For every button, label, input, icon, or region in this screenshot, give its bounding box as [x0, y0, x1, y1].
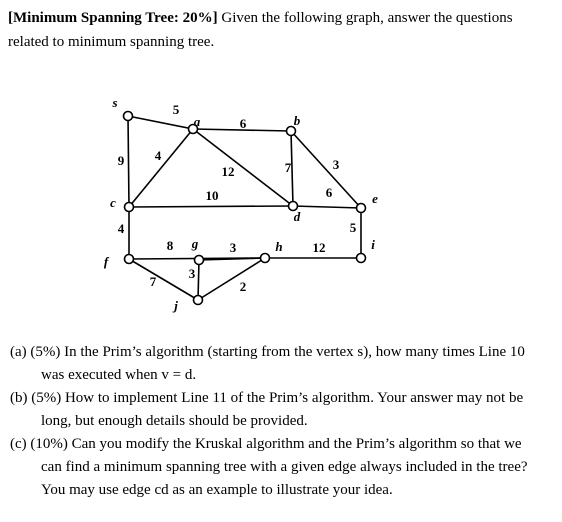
- vertex-j: [194, 296, 203, 305]
- vertex-label-i: i: [371, 237, 375, 252]
- vertex-e: [357, 204, 366, 213]
- vertex-label-d: d: [293, 209, 301, 224]
- question-b: (b) (5%) How to implement Line 11 of the Prim’s algorithm. Your answer may not be long, but enough details should be provided.: [10, 390, 524, 429]
- vertex-label-a: a: [193, 114, 201, 129]
- vertex-label-f: f: [103, 254, 109, 269]
- edge-weight-e-i: 5: [349, 220, 357, 235]
- vertex-label-e: e: [372, 191, 378, 206]
- edge-weight-a-d: 12: [221, 164, 235, 179]
- edge-b-d: [291, 131, 293, 206]
- edge-weight-d-e: 6: [325, 185, 333, 200]
- graph-edges: [118, 102, 361, 300]
- edge-weight-b-d: 7: [284, 160, 292, 175]
- edge-weight-s-c: 9: [117, 153, 125, 168]
- intro-text-line2: related to minimum spanning tree.: [8, 34, 215, 50]
- intro-text-line1: Given the following graph, answer the questions: [217, 10, 513, 26]
- edge-weight-h-i: 12: [312, 240, 326, 255]
- edge-weight-s-a: 5: [172, 102, 180, 117]
- vertex-h: [261, 254, 270, 263]
- edge-s-a: [128, 116, 193, 129]
- edge-weight-g-h: 3: [229, 240, 237, 255]
- vertex-f: [125, 255, 134, 264]
- vertex-label-g: g: [191, 236, 199, 251]
- vertex-i: [357, 254, 366, 263]
- vertex-c: [125, 203, 134, 212]
- edge-weight-a-c: 4: [154, 148, 162, 163]
- edge-weight-c-f: 4: [117, 221, 125, 236]
- question-list: [10, 341, 530, 502]
- edge-weight-b-e: 3: [332, 157, 340, 172]
- vertex-label-b: b: [293, 113, 301, 128]
- vertex-g: [195, 256, 204, 265]
- vertex-s: [124, 112, 133, 121]
- edge-c-d: [129, 206, 293, 207]
- edge-s-c: [128, 116, 129, 207]
- question-heading: [Minimum Spanning Tree: 20%]: [8, 10, 218, 26]
- edge-d-e: [293, 206, 361, 208]
- edge-weight-g-j: 3: [188, 266, 196, 281]
- edge-f-j: [129, 259, 198, 300]
- vertex-label-j: j: [174, 298, 178, 313]
- vertex-label-h: h: [275, 239, 283, 254]
- question-a: (a) (5%) In the Prim’s algorithm (starting from the vertex s), how many times Line 10 was executed when v = d.: [10, 344, 525, 383]
- vertex-label-s: s: [112, 95, 118, 110]
- edge-weight-f-h: 8: [166, 238, 174, 253]
- edge-h-j: [198, 258, 265, 300]
- question-c: (c) (10%) Can you modify the Kruskal algorithm and the Prim’s algorithm so that we can find a minimum spanning tree with a given edge always included in the tree? You may use edge cd as an example to illustrate your idea.: [10, 436, 528, 498]
- edge-weight-a-b: 6: [239, 116, 247, 131]
- edge-weight-f-j: 7: [149, 274, 157, 289]
- edge-g-j: [198, 260, 199, 300]
- edge-weight-h-j: 2: [239, 279, 247, 294]
- edge-weight-c-d: 10: [205, 188, 219, 203]
- edge-a-c: [129, 129, 193, 207]
- vertex-label-c: c: [110, 195, 116, 210]
